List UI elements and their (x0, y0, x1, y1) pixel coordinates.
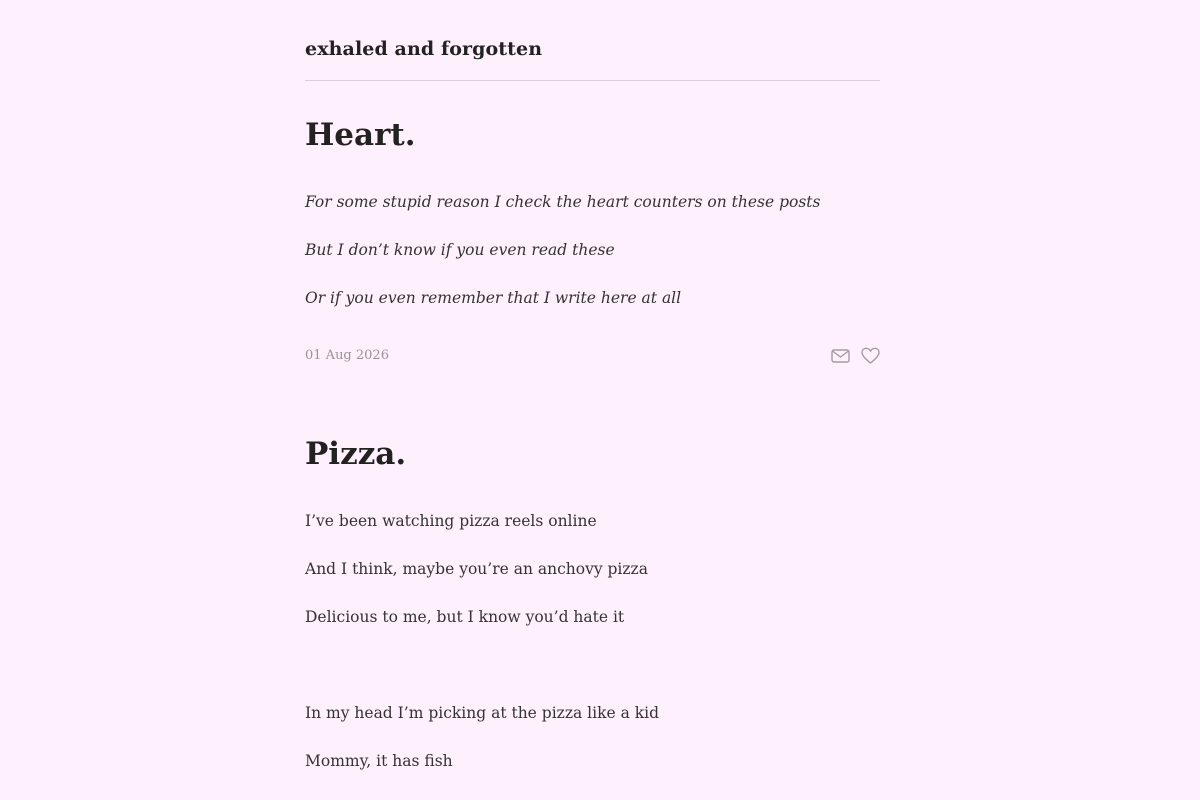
post-date: 01 Aug 2026 (305, 348, 389, 363)
post-title: Heart. (305, 117, 416, 153)
post-line: Mommy, it has fish (305, 752, 453, 770)
post-line: Delicious to me, but I know you’d hate it (305, 608, 625, 626)
post-line: For some stupid reason I check the heart counters on these posts (305, 193, 821, 211)
post-actions (831, 347, 880, 365)
site-header (305, 0, 880, 81)
post-meta (305, 346, 880, 366)
post-line: And I think, maybe you’re an anchovy pizza (305, 560, 648, 578)
post-line: I’ve been watching pizza reels online (305, 512, 597, 530)
content-column (305, 0, 880, 770)
post-line: Or if you even remember that I write here at all (305, 289, 682, 307)
post-title: Pizza. (305, 436, 407, 472)
post-line: But I don’t know if you even read these (305, 241, 615, 259)
post-line: In my head I’m picking at the pizza like a kid (305, 704, 660, 722)
heart-icon[interactable] (861, 347, 880, 365)
mail-icon[interactable] (831, 347, 850, 365)
site-title-link[interactable]: exhaled and forgotten (305, 38, 543, 60)
